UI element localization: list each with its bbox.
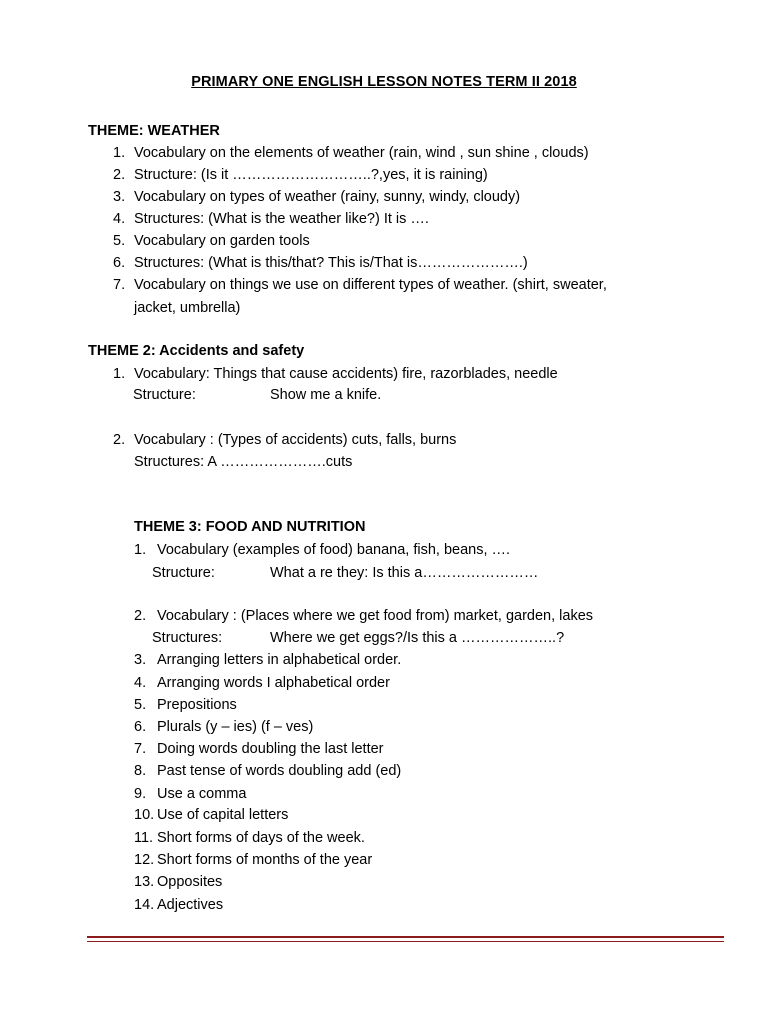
theme3-item-number: 12. xyxy=(134,852,155,868)
document-title: PRIMARY ONE ENGLISH LESSON NOTES TERM II 2018 xyxy=(191,74,577,90)
theme1-item-continuation: jacket, umbrella) xyxy=(134,300,241,316)
theme3-structure-label: Structure: xyxy=(152,565,215,581)
footer-divider xyxy=(87,936,724,938)
theme3-item-number: 10. xyxy=(134,807,155,823)
theme1-item-text: Vocabulary on the elements of weather (rain, wind , sun shine , clouds) xyxy=(134,145,589,161)
theme3-item-number: 11. xyxy=(134,830,154,846)
theme2-item-text: Vocabulary : (Types of accidents) cuts, falls, burns xyxy=(134,432,457,448)
theme1-item-number: 2. xyxy=(113,167,126,183)
theme3-item-text: Vocabulary : (Places where we get food from) market, garden, lakes xyxy=(157,608,594,624)
theme3-item-text: Arranging words I alphabetical order xyxy=(157,675,390,691)
theme3-item-text: Use a comma xyxy=(157,786,247,802)
theme3-item-text: Prepositions xyxy=(157,697,237,713)
theme3-structure-text: Where we get eggs?/Is this a ………………..? xyxy=(270,630,565,646)
theme3-item-text: Arranging letters in alphabetical order. xyxy=(157,652,402,668)
theme3-item-text: Doing words doubling the last letter xyxy=(157,741,384,757)
theme2-structure-text: Show me a knife. xyxy=(270,387,382,403)
theme1-item-number: 1. xyxy=(113,145,126,161)
theme1-heading: THEME: WEATHER xyxy=(88,123,220,139)
theme3-item-number: 7. xyxy=(134,741,147,757)
theme1-item-text: Vocabulary on types of weather (rainy, sunny, windy, cloudy) xyxy=(134,189,521,205)
theme1-item-number: 3. xyxy=(113,189,126,205)
theme3-item-text: Plurals (y – ies) (f – ves) xyxy=(157,719,314,735)
theme1-item-number: 4. xyxy=(113,211,126,227)
theme1-item-text: Vocabulary on things we use on different types of weather. (shirt, sweater, xyxy=(134,277,607,293)
theme1-item-number: 6. xyxy=(113,255,126,271)
theme3-item-number: 9. xyxy=(134,786,147,802)
theme1-item-text: Structures: (What is the weather like?) It is …. xyxy=(134,211,429,227)
theme2-heading: THEME 2: Accidents and safety xyxy=(88,343,305,359)
theme3-item-number: 1. xyxy=(134,542,147,558)
theme1-item-number: 5. xyxy=(113,233,126,249)
theme3-structure-label: Structures: xyxy=(152,630,223,646)
theme3-item-number: 14. xyxy=(134,897,155,913)
theme1-item-number: 7. xyxy=(113,277,126,293)
theme2-structure-label: Structure: xyxy=(133,387,196,403)
theme3-item-text: Opposites xyxy=(157,874,223,890)
theme3-item-number: 4. xyxy=(134,675,147,691)
theme3-item-text: Short forms of months of the year xyxy=(157,852,373,868)
theme3-structure-text: What a re they: Is this a…………………… xyxy=(270,565,539,581)
theme1-item-text: Structures: (What is this/that? This is/That is………………….) xyxy=(134,255,528,271)
theme3-item-number: 13. xyxy=(134,874,155,890)
theme3-item-number: 8. xyxy=(134,763,147,779)
theme3-item-text: Past tense of words doubling add (ed) xyxy=(157,763,402,779)
theme1-item-text: Structure: (Is it ………………………..?,yes, it is raining) xyxy=(134,167,488,183)
theme3-item-text: Adjectives xyxy=(157,897,224,913)
theme3-item-number: 2. xyxy=(134,608,147,624)
theme1-item-text: Vocabulary on garden tools xyxy=(134,233,310,249)
theme3-item-number: 3. xyxy=(134,652,147,668)
theme3-item-number: 5. xyxy=(134,697,147,713)
theme2-item-text: Vocabulary: Things that cause accidents) fire, razorblades, needle xyxy=(134,366,558,382)
theme3-item-number: 6. xyxy=(134,719,147,735)
theme3-item-text: Short forms of days of the week. xyxy=(157,830,365,846)
theme2-item-number: 2. xyxy=(113,432,126,448)
theme3-heading: THEME 3: FOOD AND NUTRITION xyxy=(134,519,366,535)
theme2-item-number: 1. xyxy=(113,366,126,382)
footer-divider-thin xyxy=(87,941,724,942)
theme2-structure-label: Structures: A ………………….cuts xyxy=(134,454,353,470)
theme3-item-text: Vocabulary (examples of food) banana, fish, beans, …. xyxy=(157,542,511,558)
theme3-item-text: Use of capital letters xyxy=(157,807,289,823)
